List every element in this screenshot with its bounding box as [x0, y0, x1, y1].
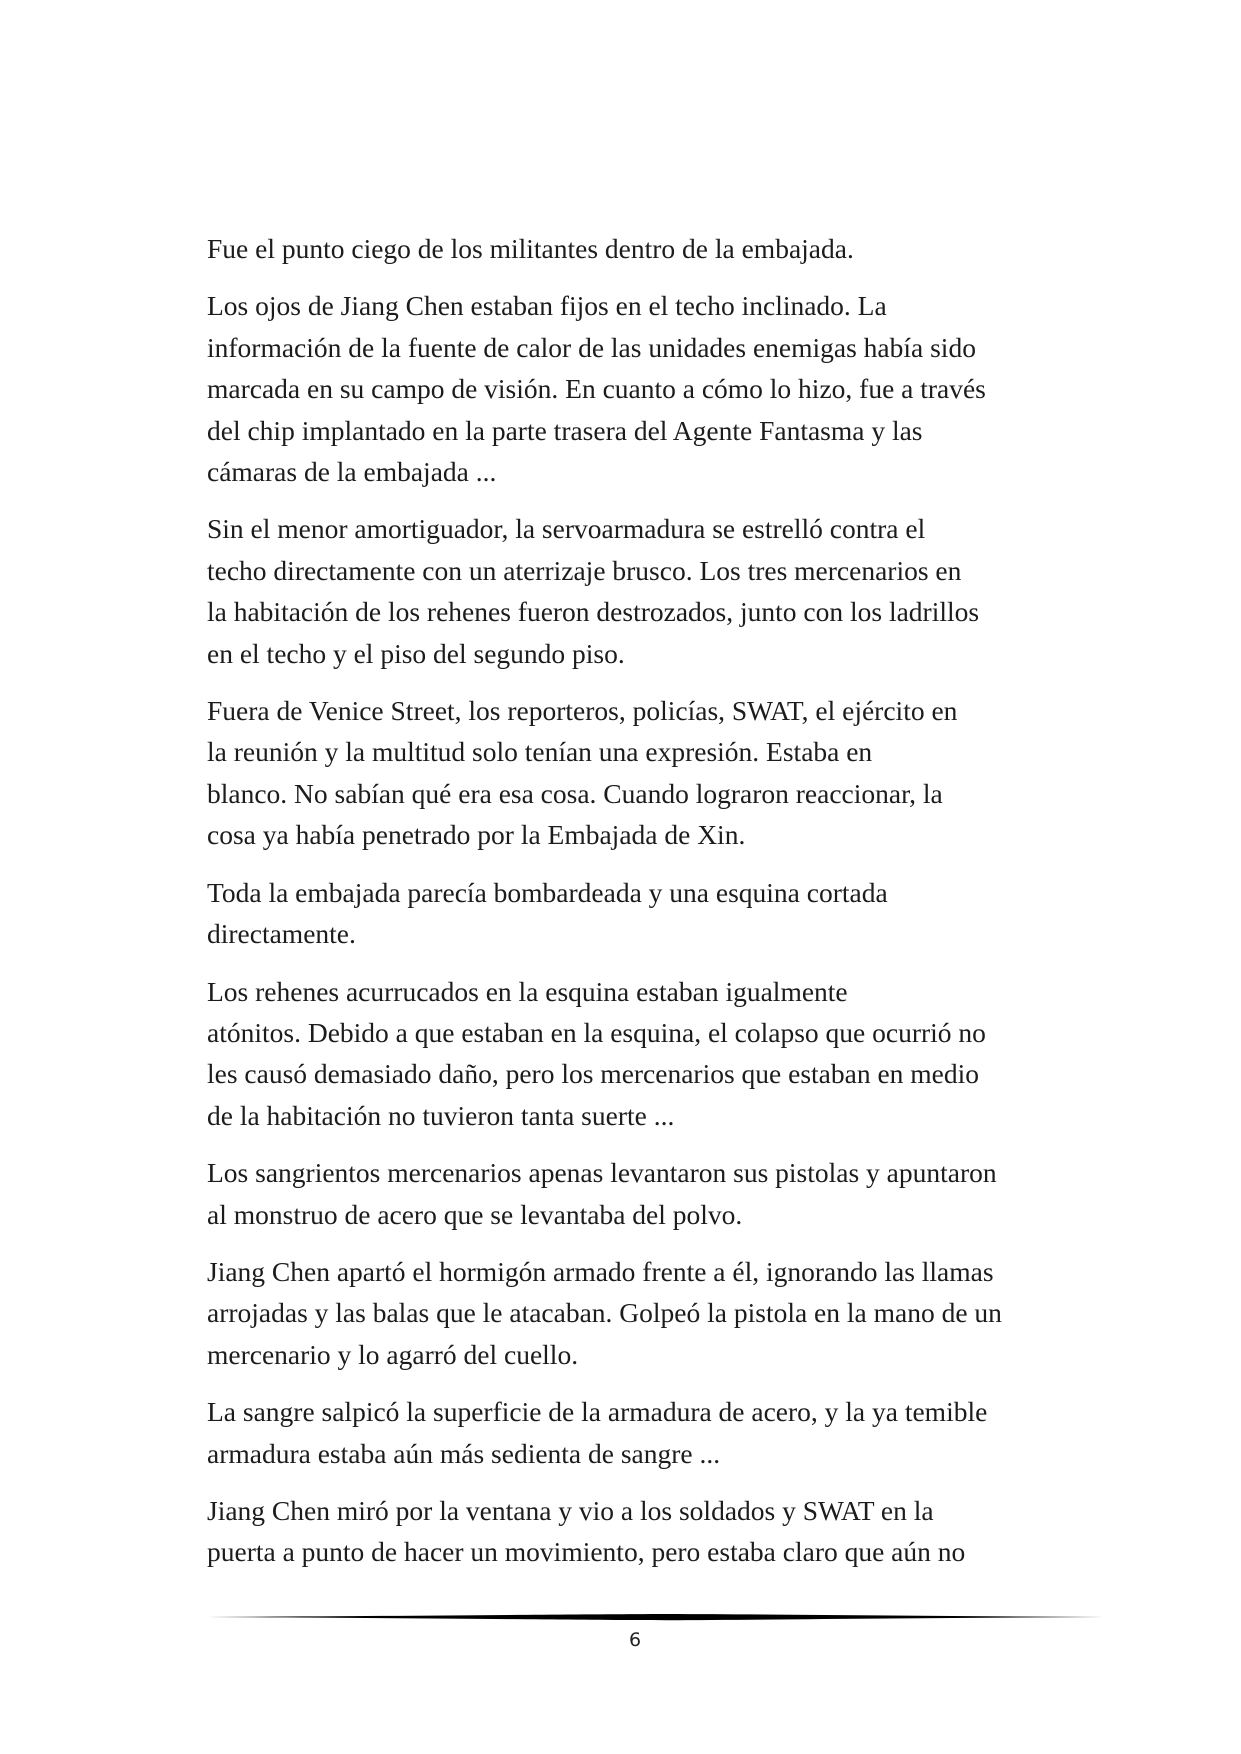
paragraph: [207, 508, 1077, 674]
text-line: al monstruo de acero que se levantaba del polvo.: [207, 1198, 743, 1230]
text-line: mercenario y lo agarró del cuello.: [207, 1338, 579, 1370]
text-line: Sin el menor amortiguador, la servoarmadura se estrelló contra el: [207, 513, 926, 545]
paragraph: [207, 228, 1077, 269]
text-line: la habitación de los rehenes fueron destrozados, junto con los ladrillos: [207, 596, 980, 628]
text-line: cosa ya había penetrado por la Embajada de Xin.: [207, 819, 746, 851]
paragraph: [207, 1490, 1077, 1573]
paragraph: [207, 690, 1077, 856]
text-line: Fuera de Venice Street, los reporteros, policías, SWAT, el ejército en: [207, 695, 958, 727]
text-line: puerta a punto de hacer un movimiento, pero estaba claro que aún no: [207, 1536, 966, 1568]
text-line: marcada en su campo de visión. En cuanto a cómo lo hizo, fue a través: [207, 373, 986, 405]
text-line: Fue el punto ciego de los militantes dentro de la embajada.: [207, 233, 854, 264]
text-line: La sangre salpicó la superficie de la armadura de acero, y la ya temible: [207, 1396, 988, 1428]
text-line: del chip implantado en la parte trasera del Agente Fantasma y las: [207, 414, 923, 446]
paragraph: [207, 1391, 1077, 1474]
paragraph: [207, 1152, 1077, 1235]
page-number: 6: [628, 1629, 642, 1651]
text-line: la reunión y la multitud solo tenían una expresión. Estaba en: [207, 736, 873, 768]
text-line: blanco. No sabían qué era esa cosa. Cuando lograron reaccionar, la: [207, 777, 943, 809]
text-line: Toda la embajada parecía bombardeada y una esquina cortada: [207, 876, 888, 908]
text-line: Los ojos de Jiang Chen estaban fijos en el techo inclinado. La: [207, 290, 887, 322]
paragraph: [207, 285, 1077, 492]
paragraph: [207, 971, 1077, 1137]
body-text: [207, 228, 1077, 1589]
footer-divider-stroke: [207, 1614, 1104, 1620]
paragraph: [207, 1251, 1077, 1375]
text-line: en el techo y el piso del segundo piso.: [207, 637, 625, 669]
text-line: Los rehenes acurrucados en la esquina estaban igualmente: [207, 975, 848, 1007]
text-line: armadura estaba aún más sedienta de sangre ...: [207, 1437, 721, 1469]
text-line: Los sangrientos mercenarios apenas levantaron sus pistolas y apuntaron: [207, 1157, 997, 1189]
text-line: de la habitación no tuvieron tanta suerte ...: [207, 1099, 675, 1131]
text-line: información de la fuente de calor de las unidades enemigas había sido: [207, 331, 976, 363]
text-line: atónitos. Debido a que estaban en la esquina, el colapso que ocurrió no: [207, 1016, 986, 1048]
text-line: les causó demasiado daño, pero los mercenarios que estaban en medio: [207, 1058, 980, 1090]
text-line: arrojadas y las balas que le atacaban. Golpeó la pistola en la mano de un: [207, 1297, 1002, 1329]
text-line: Jiang Chen apartó el hormigón armado frente a él, ignorando las llamas: [207, 1255, 994, 1287]
paragraph: [207, 872, 1077, 955]
footer-divider: [207, 1611, 1104, 1623]
text-line: directamente.: [207, 918, 356, 950]
text-line: Jiang Chen miró por la ventana y vio a los soldados y SWAT en la: [207, 1494, 934, 1526]
text-line: techo directamente con un aterrizaje brusco. Los tres mercenarios en: [207, 554, 962, 586]
text-line: cámaras de la embajada ...: [207, 456, 497, 488]
